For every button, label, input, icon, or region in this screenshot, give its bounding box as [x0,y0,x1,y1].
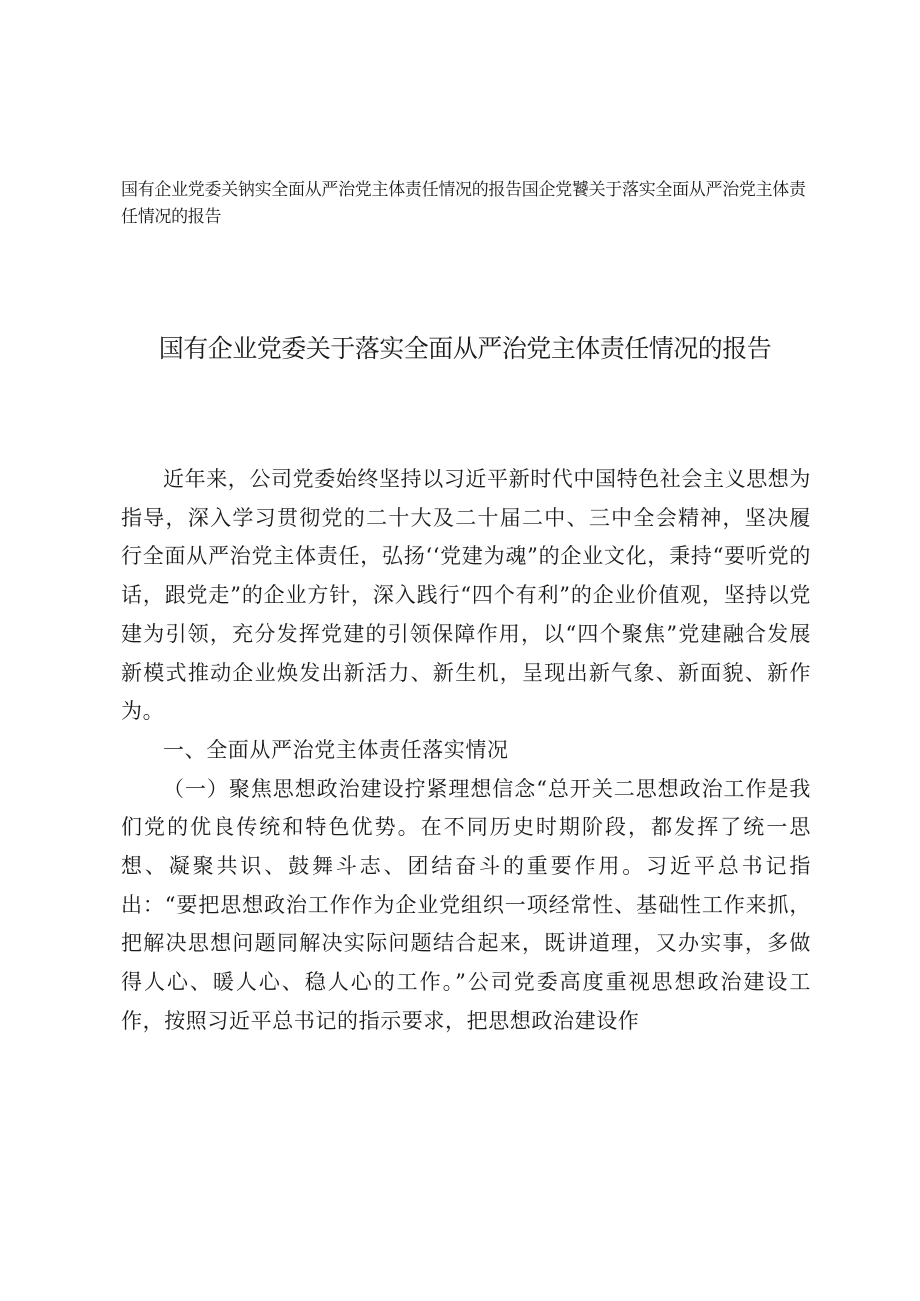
intro-paragraph: 近年来，公司党委始终坚持以习近平新时代中国特色社会主义思想为指导，深入学习贯彻党的二十大及二十届二中、三中全会精神，坚决履行全面从严治党主体责任，弘扬‘‘党建为魂”的企业文化，秉持“要听党的话，跟党走”的企业方针，深入践行“四个有利”的企业价值观，坚持以党建为引领，充分发挥党建的引领保障作用，以“四个聚焦”党建融合发展新模式推动企业焕发出新活力、新生机，呈现出新气象、新面貌、新作为。 [121,467,811,724]
document-main-title: 国有企业党委关于落实全面从严治党主体责任情况的报告 [158,334,772,363]
body-paragraph: （一）聚焦思想政治建设拧紧理想信念“总开关二思想政治工作是我们党的优良传统和特色优势。在不同历史时期阶段，都发挥了统一思想、凝聚共识、鼓舞斗志、团结奋斗的重要作用。习近平总书记指出：“要把思想政治工作作为企业党组织一项经常性、基础性工作来抓，把解决思想问题同解决实际问题结合起来，既讲道理，又办实事，多做得人心、暖人心、稳人心的工作。”公司党委高度重视思想政治建设工作，按照习近平总书记的指示要求，把思想政治建设作 [121,776,811,1033]
document-body [121,460,811,1041]
section-heading: 一、全面从严治党主体责任落实情况 [163,737,509,762]
document-header-title: 国有企业党委关钠实全面从严治党主体责任情况的报告国企党饕关于落实全面从严治党主体责任情况的报告 [121,180,806,227]
